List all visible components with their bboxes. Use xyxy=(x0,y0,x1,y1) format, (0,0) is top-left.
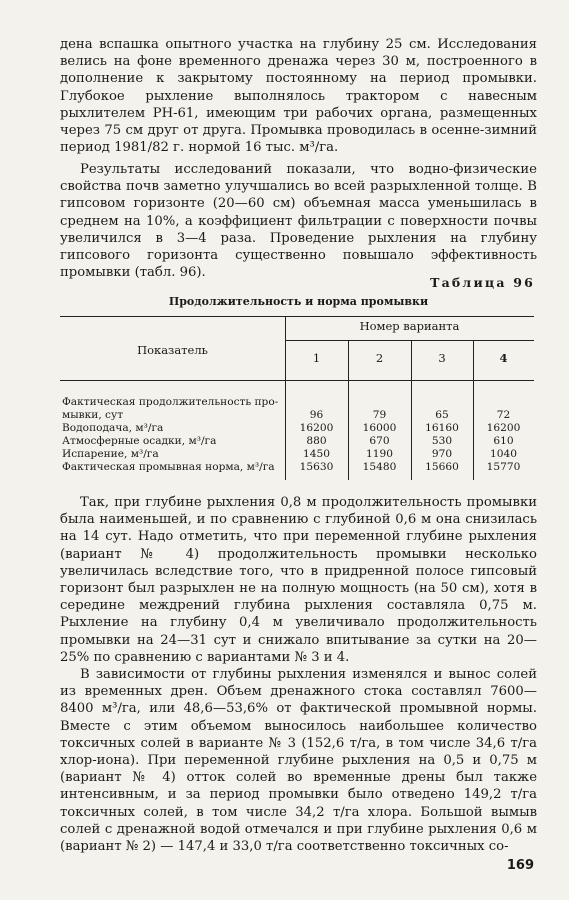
row-label: Атмосферные осадки, м³/га xyxy=(62,435,217,447)
paragraph-1: дена вспашка опытного участка на глубину 25 см. Исследования велись на фоне временного дренажа через 30 м, построенного в дополнение к закрытому постоянному на период промывки. Глубокое рыхление выполнялось трактором с навесным рыхлителем РН-61, имеющим три рабочих органа, размещенных через 75 см друг от друга. Промывка проводилась в осенне-зимний период 1981/82 г. нормой 16 тыс. м³/га. xyxy=(60,37,537,156)
table-cell: 16200 xyxy=(486,422,521,434)
paragraph-3: Так, при глубине рыхления 0,8 м продолжительность промывки была наименьшей, и по сравнению с глубиной 0,6 м она снизилась на 14 сут. Надо отметить, что при переменной глубине рыхления (вариант № 4) продолжительность промывки несколько увеличилась вследствие того, что в придренной полосе гипсовый горизонт был разрыхлен не на полную мощность (на 50 см), хотя в середине междрений глубина рыхления составляла 0,75 м. Рыхление на глубину 0,4 м увеличивало продолжительность промывки на 24—31 сут и снижало впитывание за сутки на 20—25% по сравнению с вариантами № 3 и 4. xyxy=(60,495,537,665)
table-cell: 15630 xyxy=(299,461,334,473)
table-cell: 1450 xyxy=(303,448,330,460)
table-cell: 530 xyxy=(431,435,453,447)
table-group-rule xyxy=(285,340,534,341)
page-number: 169 xyxy=(506,858,534,873)
row-label: Фактическая промывная норма, м³/га xyxy=(62,461,275,473)
table-cell: 880 xyxy=(306,435,327,447)
table-cell: 1190 xyxy=(366,448,393,460)
table-cell: 16160 xyxy=(425,422,459,434)
table-cell: 65 xyxy=(435,409,449,421)
header-variant-group: Номер варианта xyxy=(359,319,460,333)
table-cell: 1040 xyxy=(490,448,517,460)
table-cell: 610 xyxy=(493,435,514,447)
table-cell: 670 xyxy=(369,435,390,447)
header-variant-1: 1 xyxy=(312,351,321,365)
table-cell: 16200 xyxy=(299,422,334,434)
table-header-rule xyxy=(60,380,534,381)
table-cell: 15770 xyxy=(486,461,521,473)
row-label: Фактическая продолжительность про- xyxy=(62,396,279,408)
row-label: мывки, сут xyxy=(62,409,124,421)
data-table xyxy=(60,316,534,480)
table-cell: 15660 xyxy=(425,461,459,473)
table-label: Таблица 96 xyxy=(430,275,535,290)
header-indicator: Показатель xyxy=(137,343,208,357)
table-cell: 15480 xyxy=(362,461,397,473)
paragraph-4: В зависимости от глубины рыхления изменялся и вынос солей из временных дрен. Объем дренажного стока составлял 7600—8400 м³/га, или 48,6—53,6% от фактической промывной нормы. Вместе с этим объемом выносилось наибольшее количество токсичных солей в варианте № 3 (152,6 т/га, в том числе 34,6 т/га хлор-иона). При переменной глубине рыхления на 0,5 и 0,75 м (вариант № 4) отток солей во временные дрены был также интенсивным, и за период промывки было отведено 149,2 т/га токсичных солей, в том числе 34,2 т/га хлора. Большой вымыв солей с дренажной водой отмечался и при глубине рыхления 0,6 м (вариант № 2) — 147,4 и 33,0 т/га соответственно токсичных со- xyxy=(60,667,537,855)
table-top-rule xyxy=(60,316,534,317)
header-variant-3: 3 xyxy=(438,351,446,365)
table-cell: 79 xyxy=(372,409,387,421)
paragraph-2: Результаты исследований показали, что водно-физические свойства почв заметно улучшались во всей разрыхленной толще. В гипсовом горизонте (20—60 см) объемная масса уменьшилась в среднем на 10%, а коэффициент фильтрации с поверхности почвы увеличился в 3—4 раза. Проведение рыхления на глубину гипсового горизонта существенно повышало эффективность промывки (табл. 96). xyxy=(60,162,537,281)
table-cell: 72 xyxy=(496,409,511,421)
row-label: Испарение, м³/га xyxy=(62,448,159,460)
table-cell: 96 xyxy=(309,409,324,421)
table-cell: 16000 xyxy=(362,422,397,434)
table-cell: 970 xyxy=(431,448,453,460)
header-variant-4: 4 xyxy=(499,351,508,365)
table-caption: Продолжительность и норма промывки xyxy=(168,295,429,308)
row-label: Водоподача, м³/га xyxy=(62,422,164,434)
header-variant-2: 2 xyxy=(375,351,384,365)
